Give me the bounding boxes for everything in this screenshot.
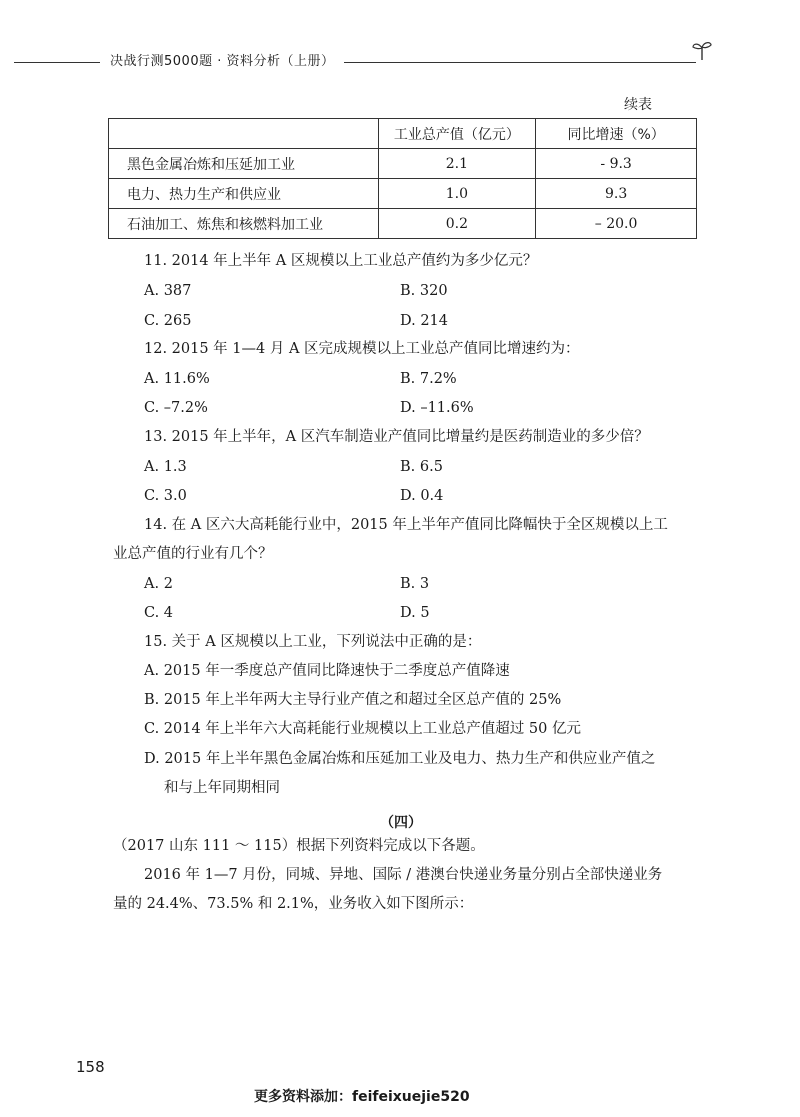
section-paragraph-line1: 2016 年 1—7 月份，同城、异地、国际 / 港澳台快递业务量分别占全部快递业务 — [144, 867, 663, 883]
q14-option-c[interactable]: C. 4 — [144, 605, 174, 621]
q11-option-b[interactable]: B. 320 — [400, 283, 448, 299]
q13-option-d[interactable]: D. 0.4 — [400, 488, 444, 504]
table-header-cell — [109, 119, 379, 149]
table-header-cell: 同比增速（%） — [536, 119, 697, 149]
header-rule-right — [344, 62, 696, 63]
page-number: 158 — [76, 1058, 105, 1076]
table-header-cell: 工业总产值（亿元） — [378, 119, 536, 149]
table-header-row — [109, 119, 697, 149]
footer-promo-text: 更多资料添加：feifeixuejie520 — [254, 1089, 470, 1105]
industry-name-cell: 电力、热力生产和供应业 — [109, 179, 379, 209]
q12-option-a[interactable]: A. 11.6% — [144, 371, 210, 387]
q11-option-a[interactable]: A. 387 — [144, 283, 192, 299]
question-11-text: 11. 2014 年上半年 A 区规模以上工业总产值约为多少亿元？ — [144, 253, 538, 269]
growth-rate-cell: – 20.0 — [536, 209, 697, 239]
growth-rate-cell: - 9.3 — [536, 149, 697, 179]
q12-option-d[interactable]: D. –11.6% — [400, 400, 474, 416]
q15-option-c[interactable]: C. 2014 年上半年六大高耗能行业规模以上工业总产值超过 50 亿元 — [144, 721, 581, 737]
question-14-text-line1: 14. 在 A 区六大高耗能行业中，2015 年上半年产值同比降幅快于全区规模以上工 — [144, 517, 668, 533]
q14-option-d[interactable]: D. 5 — [400, 605, 430, 621]
book-title: 决战行测5000题 · 资料分析（上册） — [110, 54, 335, 69]
continued-table-label: 续表 — [624, 97, 652, 113]
industry-name-cell: 石油加工、炼焦和核燃料加工业 — [109, 209, 379, 239]
section-title: （四） — [380, 815, 422, 831]
q12-option-c[interactable]: C. –7.2% — [144, 400, 208, 416]
q13-option-b[interactable]: B. 6.5 — [400, 459, 443, 475]
q15-option-d-line1[interactable]: D. 2015 年上半年黑色金属冶炼和压延加工业及电力、热力生产和供应业产值之 — [144, 751, 656, 767]
sprout-icon — [690, 38, 714, 62]
q11-option-d[interactable]: D. 214 — [400, 313, 449, 329]
table-row — [109, 179, 697, 209]
question-12-text: 12. 2015 年 1—4 月 A 区完成规模以上工业总产值同比增速约为： — [144, 341, 580, 357]
output-value-cell: 1.0 — [378, 179, 536, 209]
q15-option-a[interactable]: A. 2015 年一季度总产值同比降速快于二季度总产值降速 — [144, 663, 510, 679]
industry-output-table — [108, 118, 697, 239]
question-13-text: 13. 2015 年上半年，A 区汽车制造业产值同比增量约是医药制造业的多少倍？ — [144, 429, 649, 445]
q13-option-a[interactable]: A. 1.3 — [144, 459, 187, 475]
q15-option-b[interactable]: B. 2015 年上半年两大主导行业产值之和超过全区总产值的 25% — [144, 692, 562, 708]
section-source: （2017 山东 111 ～ 115）根据下列资料完成以下各题。 — [113, 838, 485, 854]
q12-option-b[interactable]: B. 7.2% — [400, 371, 457, 387]
page-header — [14, 48, 714, 72]
question-15-text: 15. 关于 A 区规模以上工业，下列说法中正确的是： — [144, 634, 482, 650]
question-14-text-line2: 业总产值的行业有几个？ — [113, 546, 273, 562]
q13-option-c[interactable]: C. 3.0 — [144, 488, 187, 504]
industry-name-cell: 黑色金属冶炼和压延加工业 — [109, 149, 379, 179]
header-rule-left — [14, 62, 100, 63]
q15-option-d-line2[interactable]: 和与上年同期相同 — [164, 780, 280, 796]
output-value-cell: 0.2 — [378, 209, 536, 239]
q14-option-a[interactable]: A. 2 — [144, 576, 173, 592]
table-row — [109, 209, 697, 239]
section-paragraph-line2: 量的 24.4%、73.5% 和 2.1%，业务收入如下图所示： — [113, 896, 474, 912]
q11-option-c[interactable]: C. 265 — [144, 313, 192, 329]
output-value-cell: 2.1 — [378, 149, 536, 179]
growth-rate-cell: 9.3 — [536, 179, 697, 209]
table-row — [109, 149, 697, 179]
q14-option-b[interactable]: B. 3 — [400, 576, 430, 592]
